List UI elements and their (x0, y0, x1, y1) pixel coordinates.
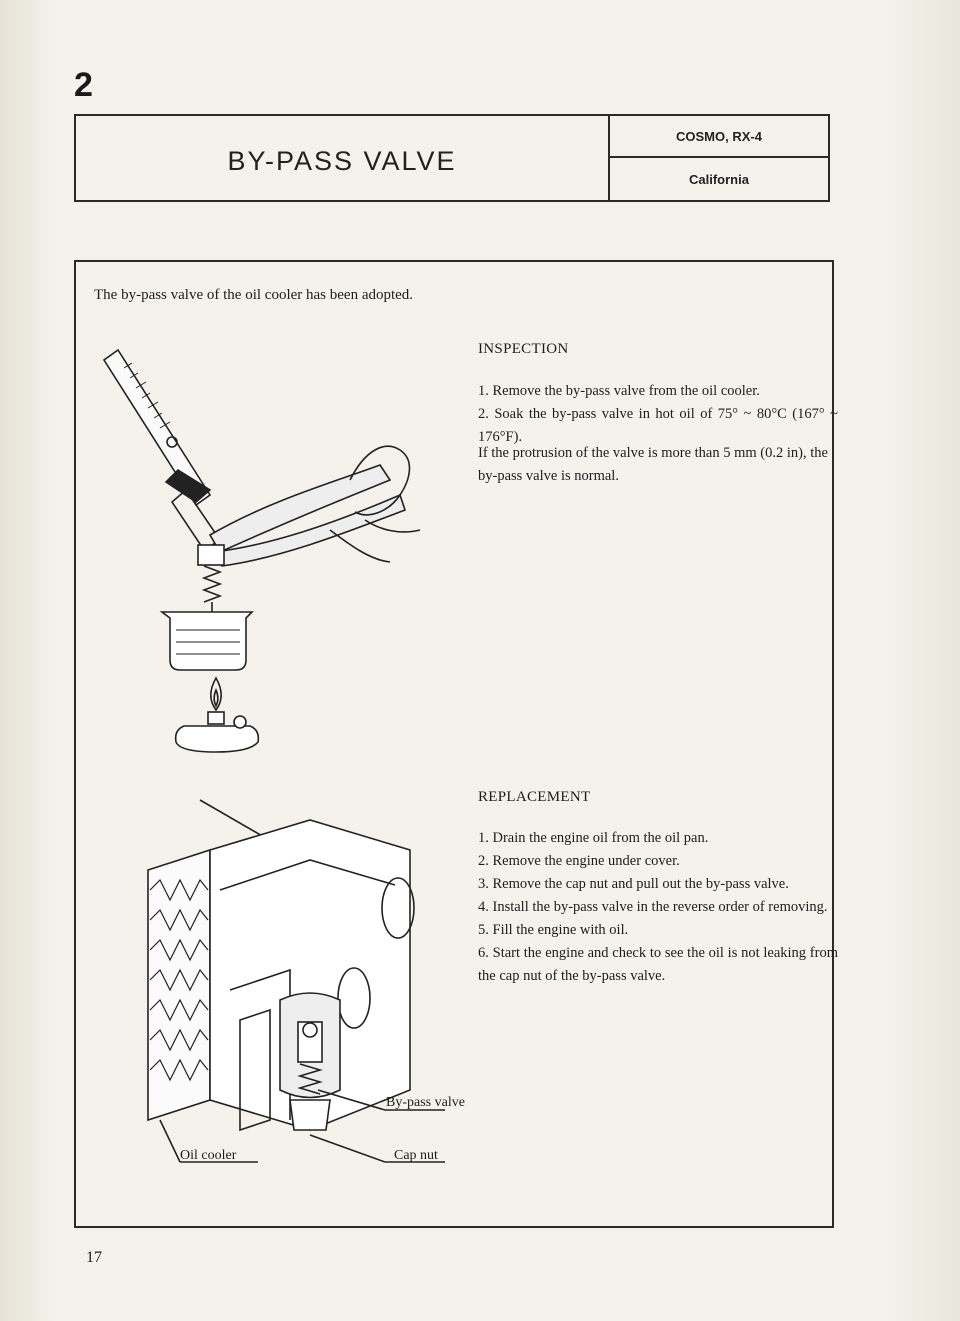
header-box (74, 114, 830, 202)
region-label: California (689, 171, 749, 187)
page-number: 17 (86, 1249, 102, 1266)
oil-cooler-illustration (140, 790, 480, 1180)
callout-bypass-valve: By-pass valve (386, 1095, 465, 1110)
replacement-step: 5. Fill the engine with oil. (478, 922, 629, 938)
replacement-step: 1. Drain the engine oil from the oil pan. (478, 830, 709, 846)
replacement-step: 2. Remove the engine under cover. (478, 853, 680, 869)
inspection-heading: INSPECTION (478, 341, 569, 357)
replacement-step: 3. Remove the cap nut and pull out the by-pass valve. (478, 876, 789, 892)
replacement-step: 4. Install the by-pass valve in the reverse order of removing. (478, 899, 828, 915)
inspection-illustration (100, 330, 460, 760)
callout-oil-cooler: Oil cooler (180, 1148, 237, 1163)
inspection-note: If the protrusion of the valve is more than 5 mm (0.2 in), the by-pass valve is normal. (478, 445, 828, 484)
section-number: 2 (74, 66, 93, 104)
replacement-step: 6. Start the engine and check to see the oil is not leaking from the cap nut of the by-pass valve. (478, 945, 838, 984)
inspection-steps (478, 380, 838, 449)
inspection-step: 1. Remove the by-pass valve from the oil cooler. (478, 383, 760, 399)
inspection-step: 2. Soak the by-pass valve in hot oil of 75° ~ 80°C (167° ~ 176°F). (478, 406, 838, 445)
model-label: COSMO, RX-4 (610, 116, 828, 158)
callout-cap-nut: Cap nut (394, 1148, 438, 1163)
intro-text: The by-pass valve of the oil cooler has been adopted. (94, 287, 414, 303)
replacement-steps (478, 827, 838, 988)
replacement-heading: REPLACEMENT (478, 789, 591, 805)
page-title: BY-PASS VALVE (227, 145, 457, 176)
header-model-box (608, 116, 828, 200)
